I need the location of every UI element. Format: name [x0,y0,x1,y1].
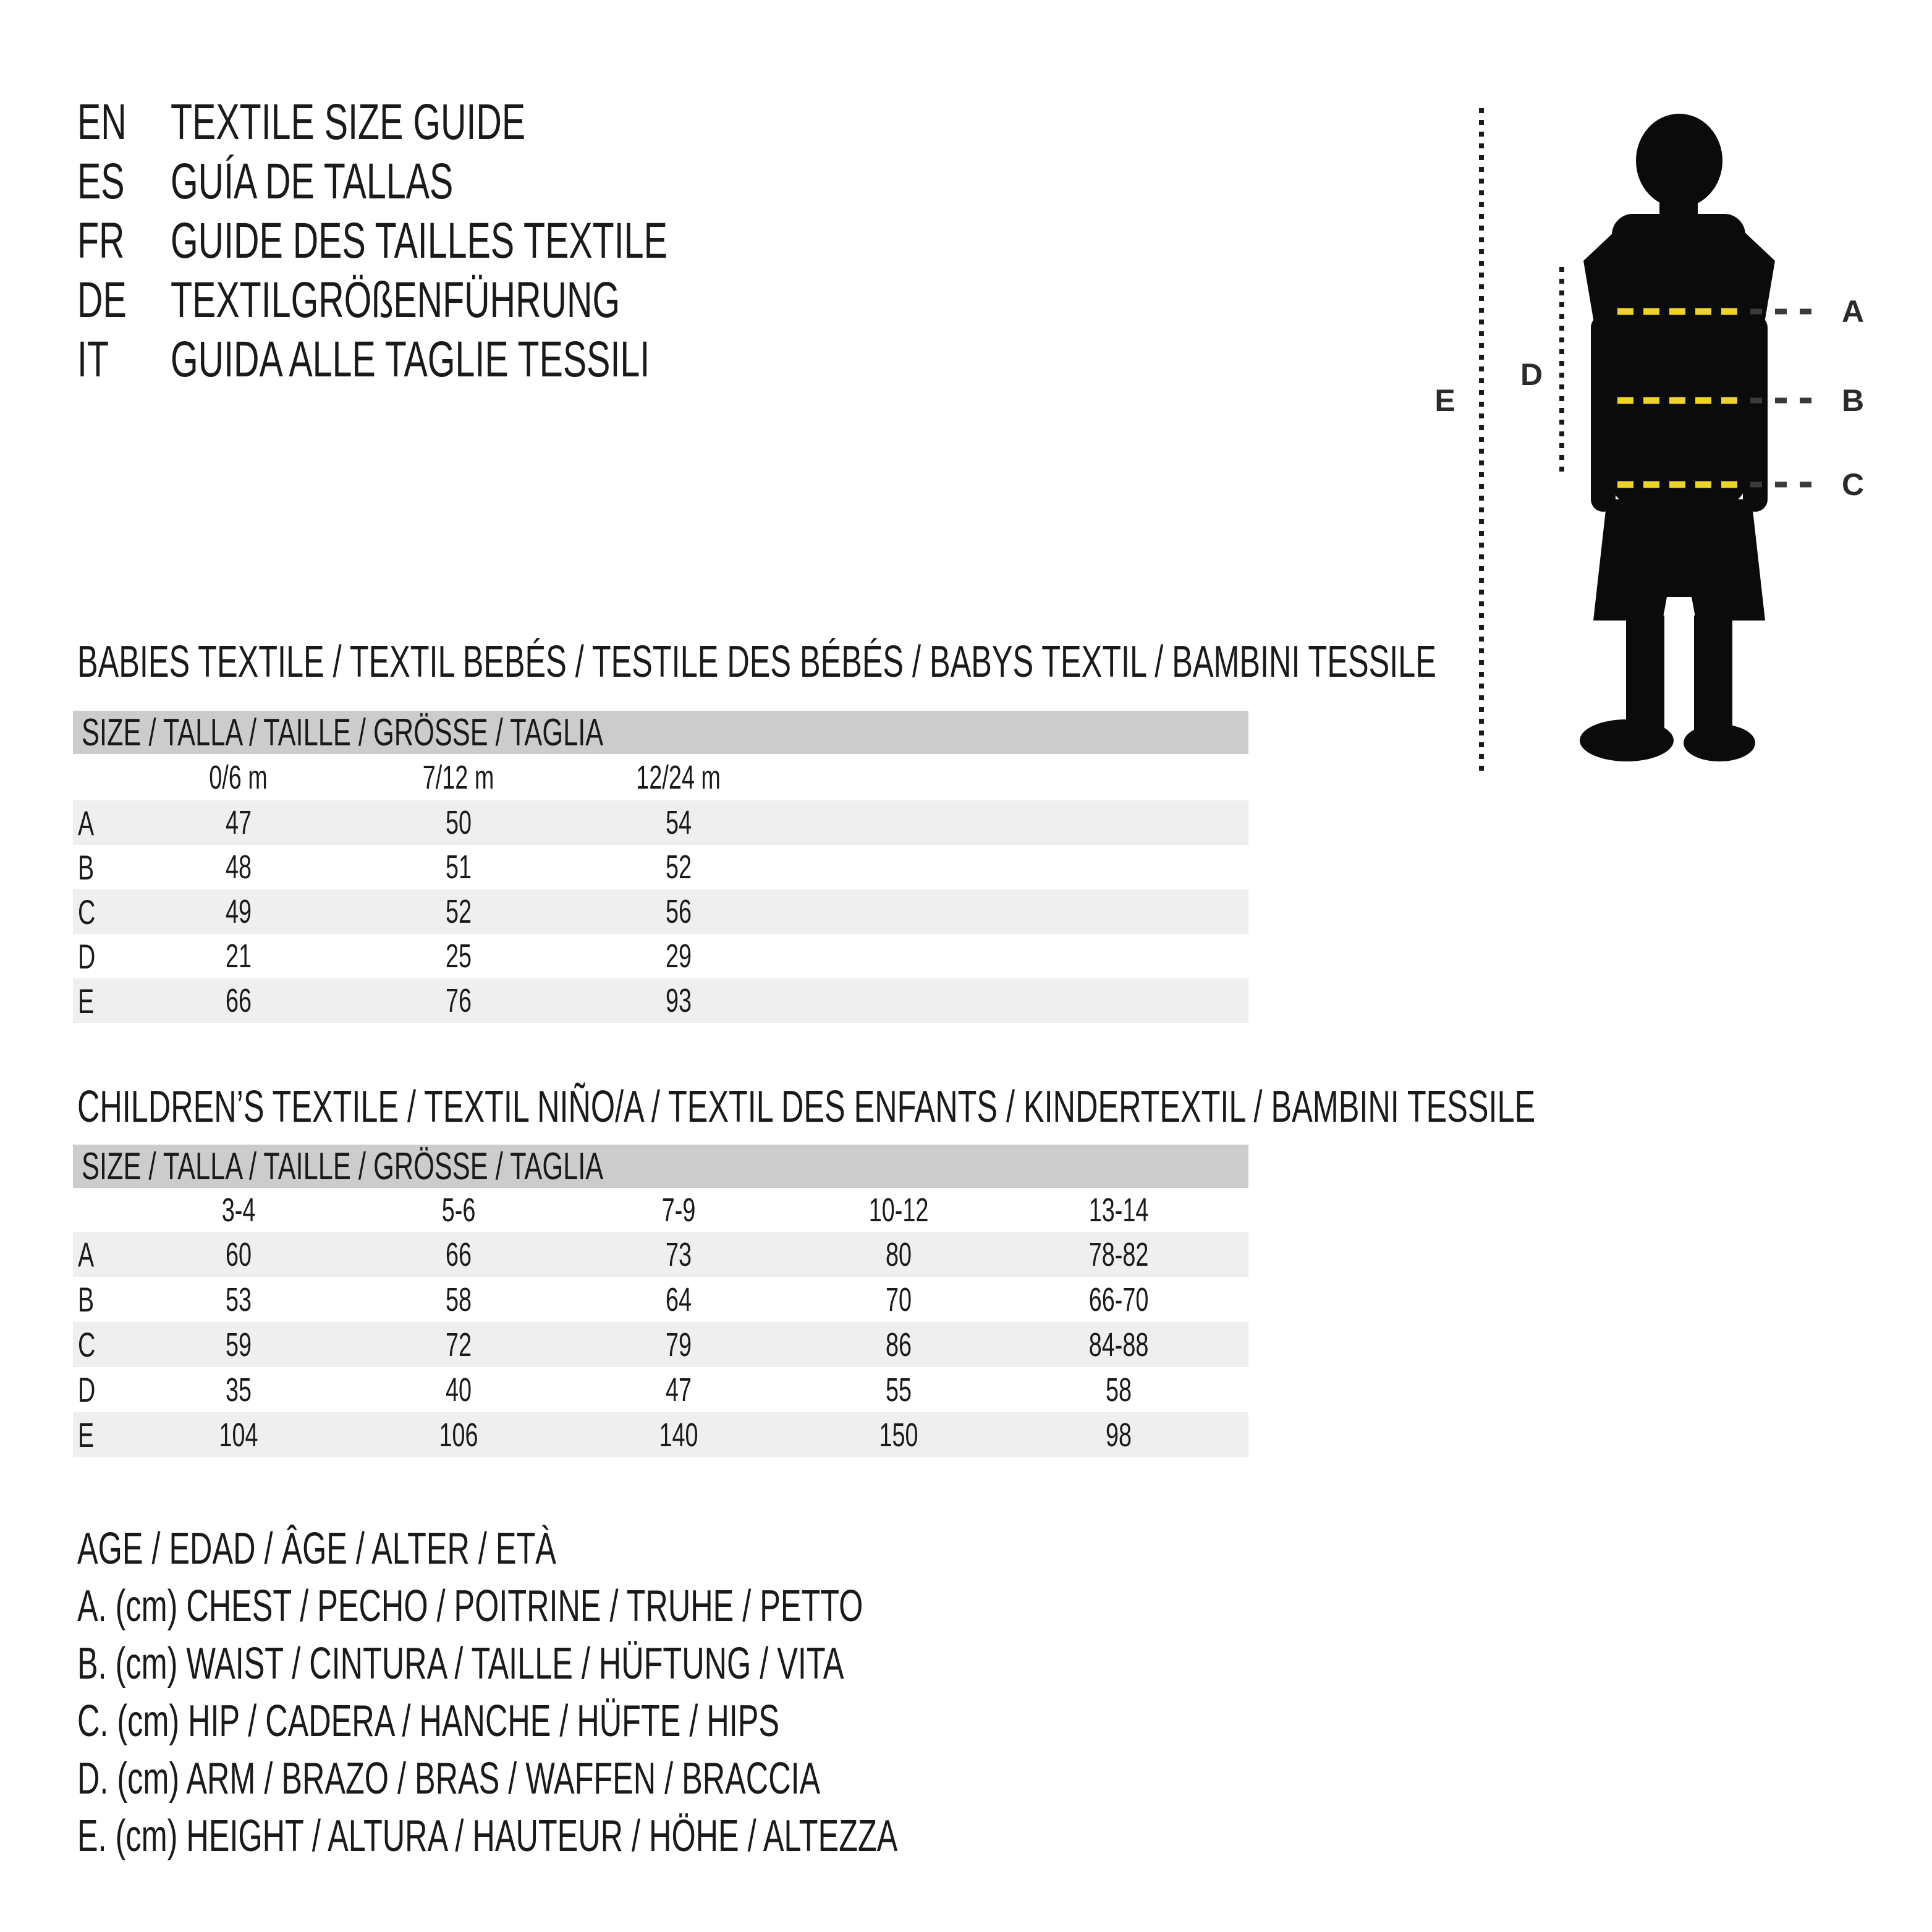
legend-line [77,1578,1249,1635]
hip-label: C [1842,467,1865,502]
children-size-table [73,1188,1248,1457]
children-size-header-text: SIZE / TALLA / TAILLE / GRÖSSE / TAGLIA [82,1145,604,1188]
size-value: 35 [225,1371,252,1409]
legend-line [77,1750,1249,1808]
legend-waist: B. (cm) WAIST / CINTURA / TAILLE / HÜFTUNG / VITA [77,1639,844,1688]
language-row [77,271,880,330]
height-label: E [1434,383,1455,418]
size-value: 51 [445,849,472,886]
column-header: 5-6 [441,1191,476,1229]
size-value: 93 [665,982,692,1019]
row-label: A [78,803,95,842]
language-row [77,211,880,271]
legend-line [77,1635,1249,1693]
size-value: 66 [445,1235,472,1273]
size-value: 56 [665,893,692,930]
language-title: TEXTILGRÖßENFÜHRUNG [171,272,621,328]
babies-size-header-bar [73,711,1248,754]
language-title: GUÍA DE TALLAS [171,153,454,210]
measurement-legend [77,1520,1249,1865]
size-value: 140 [659,1416,698,1454]
children-size-header-bar [73,1145,1248,1188]
children-column-header-row [73,1188,1248,1232]
size-value: 53 [225,1281,252,1318]
language-title: GUIDA ALLE TAGLIE TESSILI [171,331,650,388]
size-value: 86 [885,1326,912,1363]
legend-hip: C. (cm) HIP / CADERA / HANCHE / HÜFTE / HIPS [77,1697,780,1746]
size-value: 78-82 [1088,1235,1149,1273]
language-list [77,93,880,389]
column-header: 7/12 m [423,758,494,796]
size-value: 66 [225,982,252,1019]
language-title: TEXTILE SIZE GUIDE [171,94,526,150]
size-value: 64 [665,1281,692,1318]
babies-size-table [73,754,1248,1023]
size-value: 52 [665,849,692,886]
size-value: 47 [665,1371,692,1409]
legend-line [77,1693,1249,1750]
size-value: 84-88 [1088,1326,1149,1363]
table-row [73,1367,1248,1412]
babies-heading-text: BABIES TEXTILE / TEXTIL BEBÉS / TESTILE DES BÉBÉS / BABYS TEXTIL / BAMBINI TESSILE [77,637,1436,687]
size-value: 72 [445,1326,472,1363]
size-value: 79 [665,1326,692,1363]
children-heading-text: CHILDREN’S TEXTILE / TEXTIL NIÑO/A / TEXTIL DES ENFANTS / KINDERTEXTIL / BAMBINI TESSILE [77,1082,1536,1132]
size-value: 49 [225,893,252,930]
size-value: 47 [225,804,252,841]
size-value: 50 [445,804,472,841]
size-value: 55 [885,1371,912,1409]
size-value: 21 [225,938,252,975]
row-label: B [78,1280,95,1319]
table-row [73,1277,1248,1322]
language-row [77,330,880,389]
size-value: 54 [665,804,692,841]
row-label: D [78,936,96,976]
size-value: 48 [225,849,252,886]
language-code: FR [77,213,125,269]
babies-column-header-row [73,754,1248,800]
row-label: E [78,981,95,1020]
table-row [73,1232,1248,1277]
babies-size-header-text: SIZE / TALLA / TAILLE / GRÖSSE / TAGLIA [82,711,604,754]
column-header: 13-14 [1088,1191,1149,1229]
row-label: E [78,1415,95,1454]
size-value: 52 [445,893,472,930]
column-header: 3-4 [221,1191,256,1229]
size-value: 150 [879,1416,918,1454]
table-row [73,889,1248,934]
column-header: 0/6 m [209,758,268,796]
size-value: 66-70 [1088,1281,1149,1318]
measurement-figure [1409,74,1932,841]
size-value: 59 [225,1326,252,1363]
row-label: B [78,847,95,887]
language-code: EN [77,94,127,150]
column-header: 12/24 m [636,758,721,796]
waist-label: B [1842,383,1865,418]
language-row [77,93,880,152]
table-row [73,934,1248,978]
column-header: 10-12 [868,1191,929,1229]
size-value: 98 [1105,1416,1132,1454]
language-code: DE [77,272,127,328]
legend-arm: D. (cm) ARM / BRAZO / BRAS / WAFFEN / BRACCIA [77,1754,821,1803]
size-value: 40 [445,1371,472,1409]
language-code: IT [77,331,109,388]
babies-section-heading [77,637,1932,687]
legend-age: AGE / EDAD / ÂGE / ALTER / ETÀ [77,1524,556,1574]
arm-label: D [1520,357,1543,392]
row-label: D [78,1370,96,1409]
column-header: 7-9 [661,1191,696,1229]
row-label: C [78,892,96,931]
table-row [73,845,1248,889]
size-value: 58 [445,1281,472,1318]
table-row [73,1412,1248,1457]
table-row [73,800,1248,845]
size-value: 106 [439,1416,478,1454]
language-code: ES [77,153,125,210]
size-value: 58 [1105,1371,1132,1409]
table-row [73,1322,1248,1367]
language-row [77,152,880,211]
size-value: 70 [885,1281,912,1318]
size-value: 25 [445,938,472,975]
legend-chest: A. (cm) CHEST / PECHO / POITRINE / TRUHE / PETTO [77,1582,863,1631]
size-value: 60 [225,1235,252,1273]
row-label: C [78,1325,96,1364]
legend-height: E. (cm) HEIGHT / ALTURA / HAUTEUR / HÖHE / ALTEZZA [77,1811,898,1861]
legend-line [77,1808,1249,1865]
size-value: 80 [885,1235,912,1273]
size-value: 29 [665,938,692,975]
chest-label: A [1842,294,1865,329]
size-value: 76 [445,982,472,1019]
size-value: 73 [665,1235,692,1273]
table-row [73,978,1248,1023]
size-value: 104 [219,1416,258,1454]
row-label: A [78,1235,95,1274]
language-title: GUIDE DES TAILLES TEXTILE [171,213,667,269]
legend-line [77,1520,1249,1578]
children-section-heading [77,1082,1932,1132]
